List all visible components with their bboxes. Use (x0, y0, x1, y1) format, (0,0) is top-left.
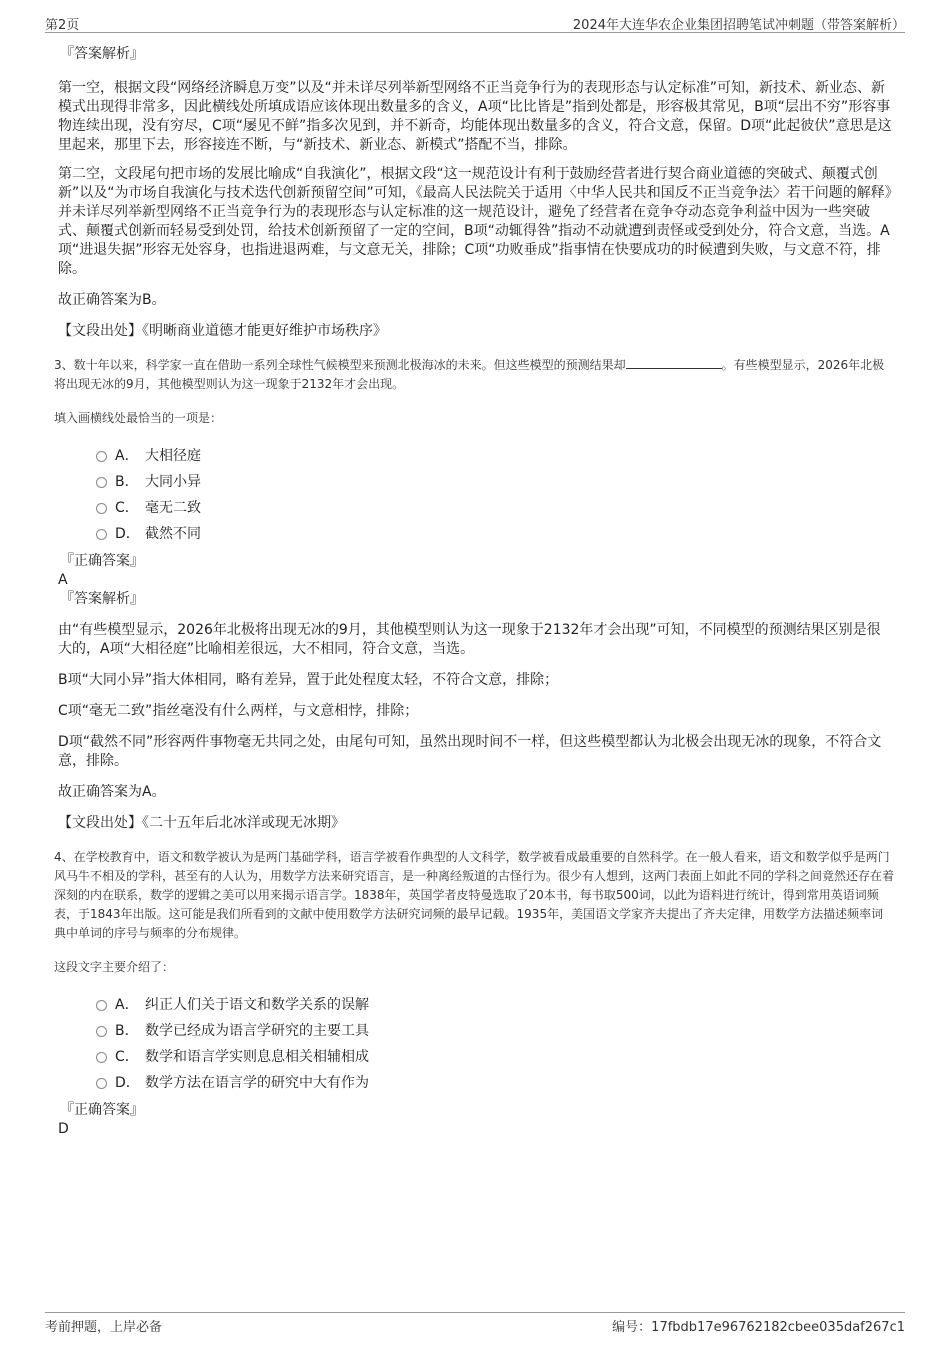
question-4-prompt: 这段文字主要介绍了： (54, 960, 175, 974)
analysis-paragraph: D项“截然不同”形容两件事物毫无共同之处，由尾句可知，虽然出现时间不一样，但这些模型都认为北极会出现无冰的现象，不符合文意，排除。 (58, 734, 882, 769)
option-d[interactable]: D． 数学方法在语言学的研究中大有作为 (96, 1070, 894, 1096)
source-citation: 【文段出处】《二十五年后北冰洋或现无冰期》 (58, 815, 345, 831)
question-3-options (96, 443, 894, 547)
option-d[interactable]: D． 截然不同 (96, 521, 894, 547)
correct-answer-heading: 『正确答案』 (60, 1102, 144, 1118)
option-b[interactable]: B． 数学已经成为语言学研究的主要工具 (96, 1018, 894, 1044)
radio-icon[interactable] (96, 1000, 107, 1011)
correct-answer: A (58, 572, 68, 588)
analysis-paragraph: B项“大同小异”指大体相同，略有差异，置于此处程度太轻，不符合文意，排除； (58, 672, 559, 688)
answer-analysis-heading: 『答案解析』 (60, 46, 144, 62)
document-title: 2024年大连华农企业集团招聘笔试冲刺题（带答案解析） (572, 18, 905, 33)
analysis-paragraph: 第一空，根据文段“网络经济瞬息万变”以及“并未详尽列举新型网络不正当竞争行为的表现形态与认定标准”可知，新技术、新业态、新模式出现得非常多，因此横线处所填成语应该体现出数量多的含义，A项“比比皆是”指到处都是，形容极其常见，B项“层出不穷”形容事物连续出现，没有穷尽，C项“屡见不鲜”指多次见到，并不新奇，均能体现出数量多的含义，符合文意，保留。D项“此起彼伏”意思是这里起来，那里下去，形容接连不断，与“新技术、新业态、新模式”搭配不当，排除。 (58, 80, 892, 153)
radio-icon[interactable] (96, 1052, 107, 1063)
option-c[interactable]: C． 毫无二致 (96, 495, 894, 521)
question-4-text: 4、在学校教育中，语文和数学被认为是两门基础学科，语言学被看作典型的人文科学，数学被看成最重要的自然科学。在一般人看来，语文和数学似乎是两门风马牛不相及的学科，甚至有的人认为，用数学方法来研究语言，是一种离经叛道的古怪行为。很少有人想到，这两门表面上如此不同的学科之间竟然还存在着深刻的内在联系，数学的逻辑之美可以用来揭示语言学。1838年，英国学者皮特曼选取了20本书，每书取500词，以此为语料进行统计，得到常用英语词频表，于1843年出版。这可能是我们所看到的文献中使用数学方法研究词频的最早记载。1935年，美国语文学家齐夫提出了齐夫定律，用数学方法描述频率词典中单词的序号与频率的分布规律。 (54, 850, 895, 940)
footer-slogan: 考前押题，上岸必备 (45, 1320, 163, 1335)
option-c[interactable]: C． 数学和语言学实则息息相关相辅相成 (96, 1044, 894, 1070)
option-b[interactable]: B． 大同小异 (96, 469, 894, 495)
source-citation: 【文段出处】《明晰商业道德才能更好维护市场秩序》 (58, 323, 387, 339)
option-a[interactable]: A． 纠正人们关于语文和数学关系的误解 (96, 992, 894, 1018)
radio-icon[interactable] (96, 503, 107, 514)
radio-icon[interactable] (96, 529, 107, 540)
radio-icon[interactable] (96, 1078, 107, 1089)
answer-analysis-heading: 『答案解析』 (60, 591, 144, 607)
page-number: 第2页 (45, 18, 80, 33)
option-a[interactable]: A． 大相径庭 (96, 443, 894, 469)
radio-icon[interactable] (96, 477, 107, 488)
analysis-paragraph: 第二空，文段尾句把市场的发展比喻成“自我演化”，根据文段“这一规范设计有利于鼓励经营者进行契合商业道德的突破式、颠覆式创新”以及“为市场自我演化与技术迭代创新预留空间”可知，《最高人民法院关于适用〈中华人民共和国反不正当竞争法〉若干问题的解释》并未详尽列举新型网络不正当竞争行为的表现形态与认定标准的这一规范设计，避免了经营者在竞争夺动态竞争利益中因为一些突破式、颠覆式创新而轻易受到处罚，给技术创新预留了一定的空间，B项“动辄得咎”指动不动就遭到责怪或受到处分，符合文意，当选。A项“进退失据”形容无处容身，也指进退两难，与文意无关，排除；C项“功败垂成”指事情在快要成功的时候遭到失败，与文意不符，排除。 (58, 166, 892, 277)
page-header (45, 14, 905, 33)
radio-icon[interactable] (96, 451, 107, 462)
page-content (56, 44, 894, 1138)
radio-icon[interactable] (96, 1026, 107, 1037)
fill-blank (626, 356, 722, 369)
answer-conclusion: 故正确答案为B。 (58, 292, 166, 308)
analysis-paragraph: C项“毫无二致”指丝毫没有什么两样，与文意相悖，排除； (58, 703, 419, 719)
answer-conclusion: 故正确答案为A。 (58, 784, 166, 800)
document-id: 编号：17fbdb17e96762182cbee035daf267c1 (612, 1320, 905, 1335)
correct-answer: D (58, 1121, 69, 1137)
question-3-text: 3、数十年以来，科学家一直在借助一系列全球性气候模型来预测北极海冰的未来。但这些模型的预测结果却 。有些模型显示，2026年北极将出现无冰的9月，其他模型则认为这一现象于2132年才会出现。 (54, 358, 885, 391)
analysis-paragraph: 由“有些模型显示，2026年北极将出现无冰的9月，其他模型则认为这一现象于2132年才会出现”可知，不同模型的预测结果区别是很大的，A项“大相径庭”比喻相差很远，大不相同，符合文意，当选。 (58, 622, 881, 657)
page-footer (45, 1312, 905, 1335)
question-3-prompt: 填入画横线处最恰当的一项是： (54, 411, 223, 425)
question-4-options (96, 992, 894, 1096)
correct-answer-heading: 『正确答案』 (60, 553, 144, 569)
